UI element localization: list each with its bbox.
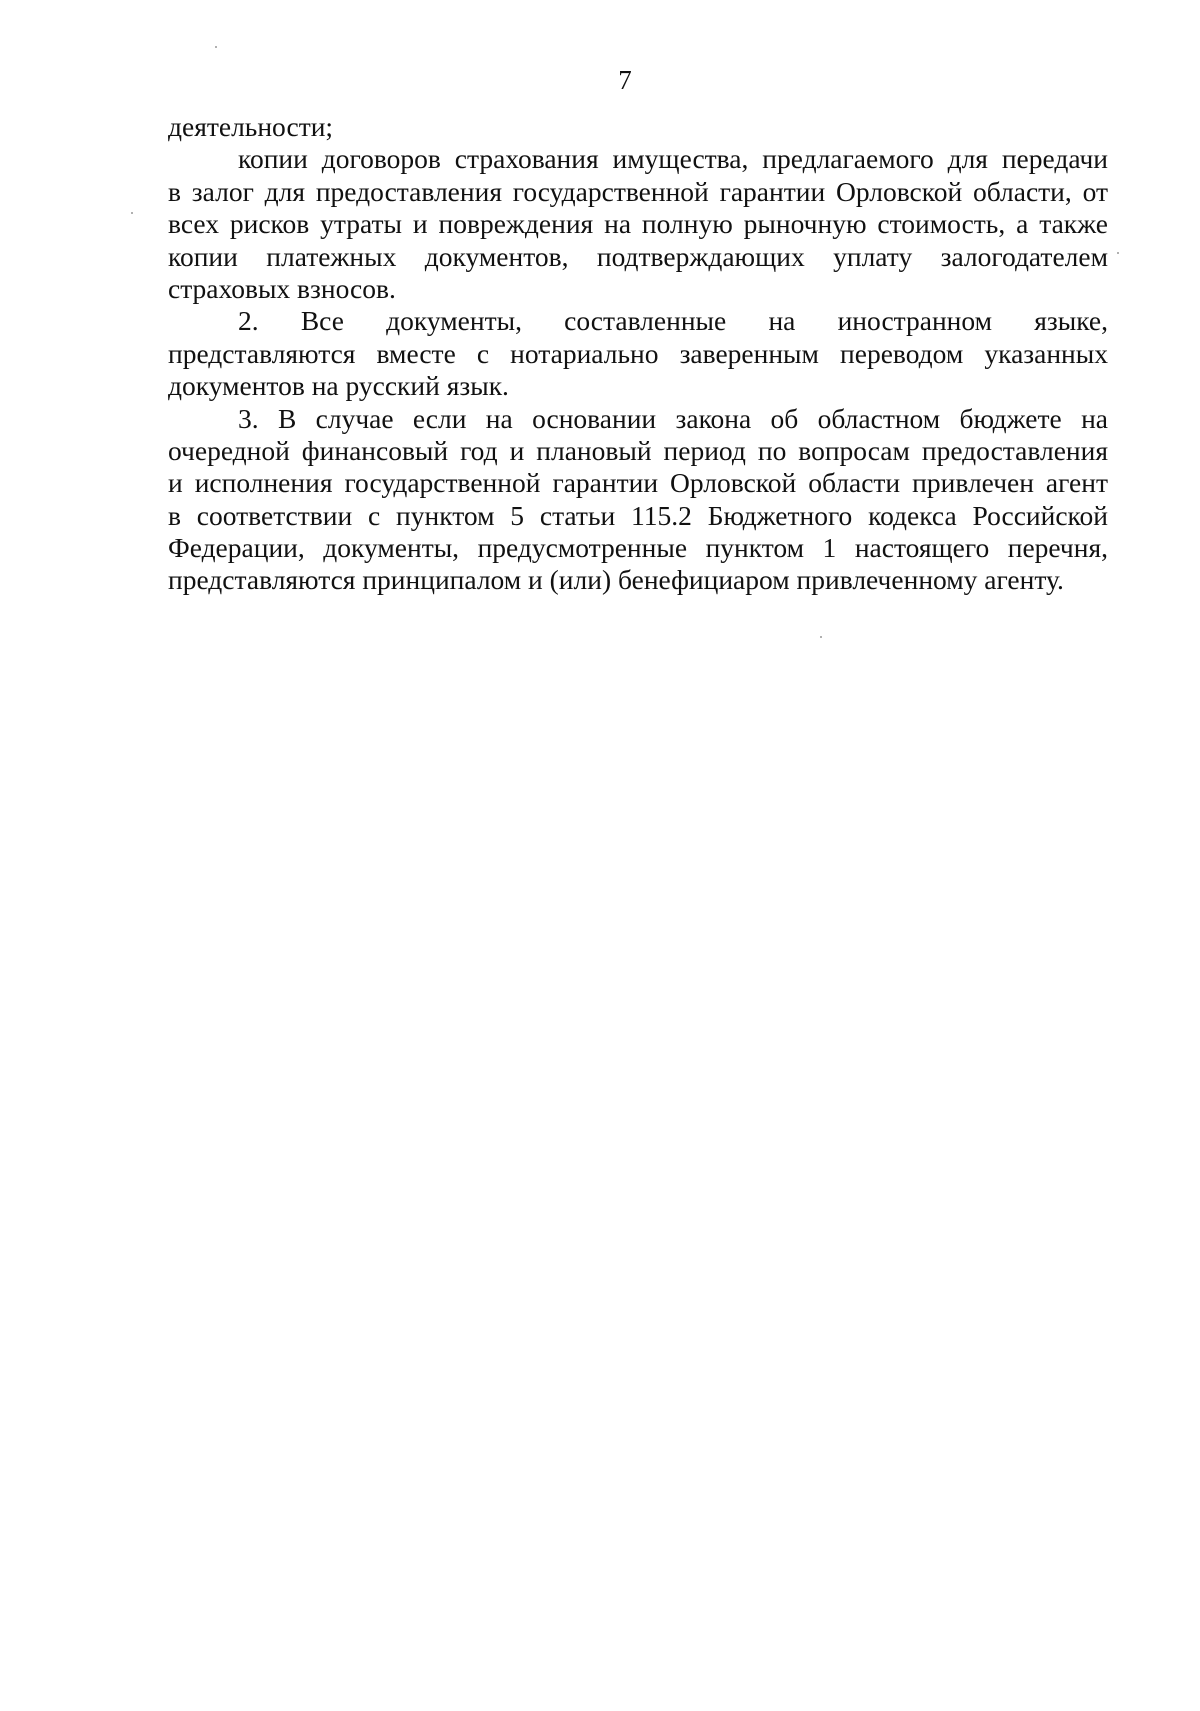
text-line: очередной финансовый год и плановый период по вопросам предоставления [168,434,1108,466]
text-line: страховых взносов. [168,272,396,304]
text-line: представляются принципалом и (или) бенефициаром привлеченному агенту. [168,564,1064,596]
text-line: документов на русский язык. [168,370,509,402]
text-line: деятельности; [168,111,334,142]
text-line: копии договоров страхования имущества, предлагаемого для передачи [238,143,1108,175]
text-line: и исполнения государственной гарантии Орловской области привлечен агент [168,467,1108,499]
scan-speck [131,212,133,214]
text-line: Федерации, документы, предусмотренные пунктом 1 настоящего перечня, [168,532,1108,564]
scan-speck [1117,252,1119,254]
text-line: 2. Все документы, составленные на иностранном языке, [238,305,1108,337]
text-line: всех рисков утраты и повреждения на полную рыночную стоимость, а также [168,208,1108,240]
scan-speck [820,636,822,638]
scan-speck [215,46,217,48]
document-body [168,111,1108,597]
text-line: 3. В случае если на основании закона об областном бюджете на [238,402,1108,434]
text-line: копии платежных документов, подтверждающих уплату залогодателем [168,240,1108,272]
text-line: в залог для предоставления государственной гарантии Орловской области, от [168,175,1108,207]
text-line: представляются вместе с нотариально заверенным переводом указанных [168,337,1108,369]
page-number: 7 [618,65,632,95]
text-line: в соответствии с пунктом 5 статьи 115.2 Бюджетного кодекса Российской [168,499,1108,531]
